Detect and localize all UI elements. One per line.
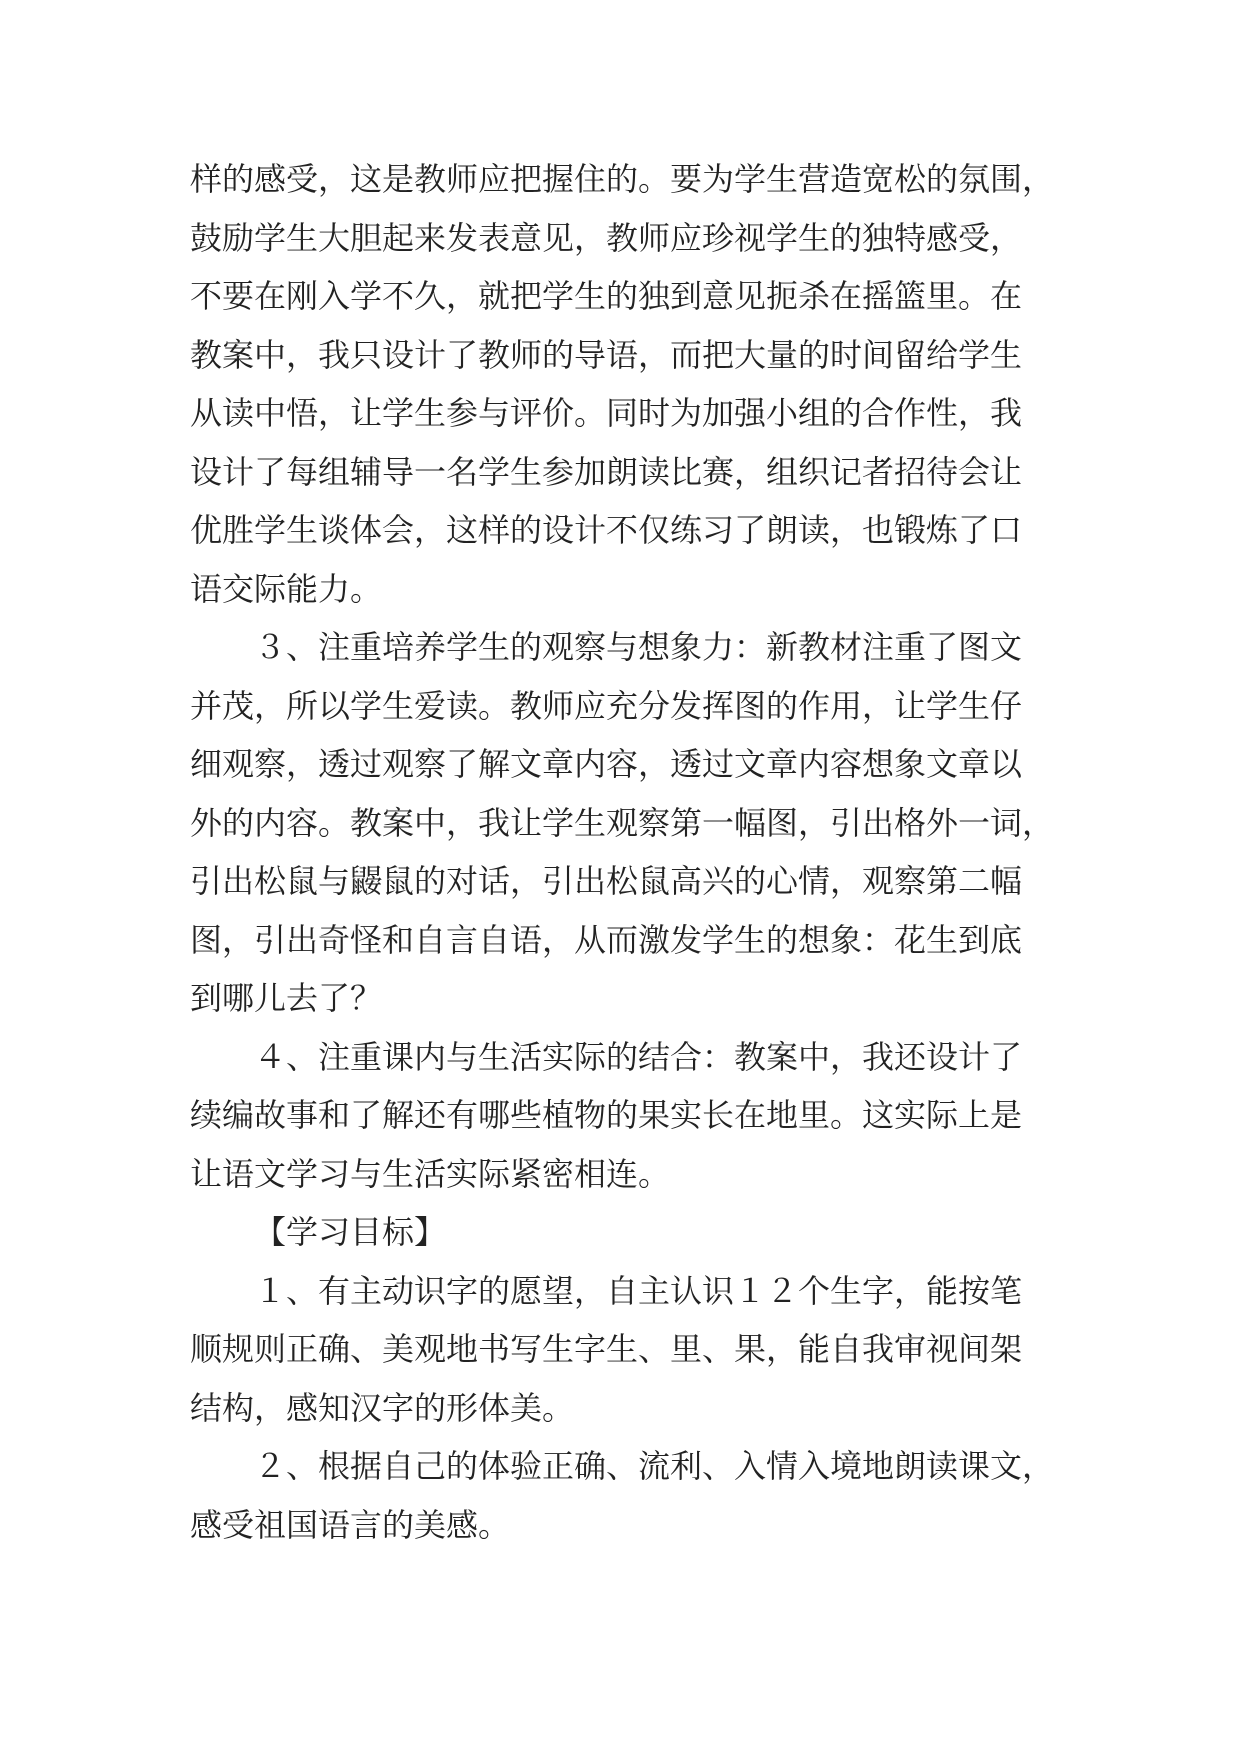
text-line: 到哪儿去了？ — [190, 979, 383, 1017]
text-line: 鼓励学生大胆起来发表意见，教师应珍视学生的独特感受， — [190, 218, 1023, 257]
text-line: 样的感受，这是教师应把握住的。要为学生营造宽松的氛围， — [190, 160, 1055, 198]
text-line: 结构，感知汉字的形体美。 — [190, 1388, 575, 1427]
paragraph-start-line: １、有主动识字的愿望，自主认识１２个生字，能按笔 — [254, 1271, 1023, 1310]
text-line: 顺规则正确、美观地书写生字生、里、果，能自我审视间架 — [190, 1330, 1023, 1368]
text-line: 教案中，我只设计了教师的导语，而把大量的时间留给学生 — [190, 335, 1023, 374]
text-line: 细观察，透过观察了解文章内容，透过文章内容想象文章以 — [190, 745, 1023, 783]
text-line: 图，引出奇怪和自言自语，从而激发学生的想象：花生到底 — [190, 920, 1023, 959]
text-line: 引出松鼠与鼹鼠的对话，引出松鼠高兴的心情，观察第二幅 — [190, 862, 1023, 900]
text-line: 不要在刚入学不久，就把学生的独到意见扼杀在摇篮里。在 — [190, 277, 1023, 315]
text-line: 设计了每组辅导一名学生参加朗读比赛，组织记者招待会让 — [190, 452, 1023, 491]
text-line: 语交际能力。 — [190, 569, 383, 608]
paragraph-start-line: ２、根据自己的体验正确、流利、入情入境地朗读课文， — [254, 1447, 1055, 1485]
text-line: 外的内容。教案中，我让学生观察第一幅图，引出格外一词， — [190, 803, 1055, 842]
section-heading: 【学习目标】 — [254, 1213, 447, 1251]
text-line: 感受祖国语言的美感。 — [190, 1505, 511, 1544]
paragraph-start-line: ４、注重课内与生活实际的结合：教案中，我还设计了 — [254, 1037, 1023, 1076]
paragraph-start-line: ３、注重培养学生的观察与想象力：新教材注重了图文 — [254, 628, 1023, 666]
text-line: 从读中悟，让学生参与评价。同时为加强小组的合作性，我 — [190, 394, 1023, 432]
text-line: 并茂，所以学生爱读。教师应充分发挥图的作用，让学生仔 — [190, 686, 1023, 725]
document-body — [190, 150, 1070, 1554]
text-line: 让语文学习与生活实际紧密相连。 — [190, 1154, 671, 1193]
text-line: 优胜学生谈体会，这样的设计不仅练习了朗读，也锻炼了口 — [190, 511, 1023, 549]
text-line: 续编故事和了解还有哪些植物的果实长在地里。这实际上是 — [190, 1096, 1023, 1134]
